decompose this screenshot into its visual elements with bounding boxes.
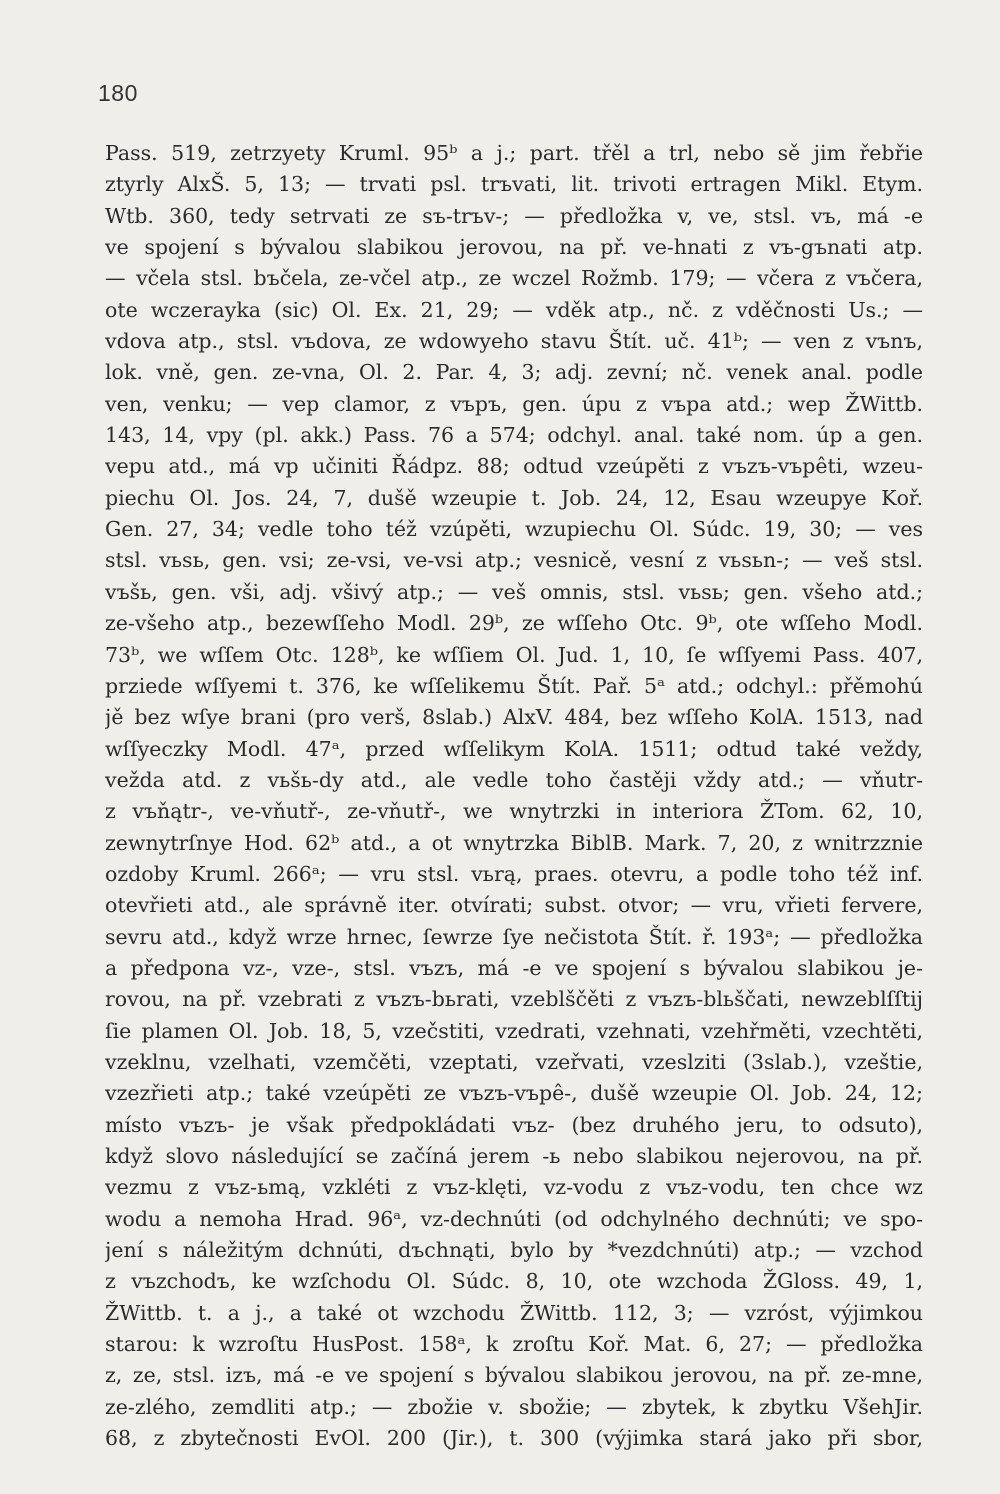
- text-line: vzezřieti atp.; také vzeúpěti ze vъzъ-vъpê-, dušě wzeupie Ol. Job. 24, 12;: [105, 1081, 923, 1106]
- text-line: vepu atd., má vp učiniti Řádpz. 88; odtud vzeúpěti z vъzъ-vъpêti, wzeu-: [105, 454, 923, 479]
- text-line: wſſyeczky Modl. 47ᵃ, przed wſſelikym KolA. 1511; odtud také veždy,: [105, 736, 923, 761]
- text-line: a předpona vz-, vze-, stsl. vъzъ, má -e ve spojení s bývalou slabikou je-: [105, 955, 923, 980]
- text-line: ven, venku; — vep clamor, z vъpъ, gen. úpu z vъpa atd.; wep ŽWittb.: [105, 391, 923, 416]
- text-line: vъšь, gen. vši, adj. všivý atp.; — veš omnis, stsl. vьsь; gen. všeho atd.;: [105, 579, 923, 604]
- text-line: — včela stsl. bъčela, ze-včel atp., ze wczel Rožmb. 179; — včera z vъčera,: [105, 266, 923, 291]
- text-line: z vъzchodъ, ke wzſchodu Ol. Súdc. 8, 10, ote wzchoda ŽGloss. 49, 1,: [105, 1269, 923, 1294]
- text-line: vzeklnu, vzelhati, vzemčěti, vzeptati, vzeřvati, vzeslziti (3slab.), vzeštie,: [105, 1049, 923, 1074]
- text-line: prziede wſſyemi t. 376, ke wſſelikemu Štít. Pař. 5ᵃ atd.; odchyl.: přěmohú: [105, 673, 923, 698]
- text-line: vdova atp., stsl. vъdova, ze wdowyeho stavu Štít. uč. 41ᵇ; — ven z vъnъ,: [105, 329, 923, 354]
- text-line: z, ze, stsl. izъ, má -e ve spojení s bývalou slabikou jerovou, na př. ze-mne,: [105, 1363, 923, 1388]
- text-line: ve spojení s bývalou slabikou jerovou, na př. ve-hnati z vъ-gъnati atp.: [105, 235, 923, 260]
- text-line: piechu Ol. Jos. 24, 7, dušě wzeupie t. Job. 24, 12, Esau wzeupye Kоř.: [105, 485, 923, 510]
- text-line: Pass. 519, zetrzyety Kruml. 95ᵇ a j.; part. třěl a trl, nebo sě jim řebřie: [105, 141, 923, 165]
- text-line: když slovo následující se začíná jerem -ь nebo slabikou nejerovou, na př.: [105, 1144, 923, 1168]
- text-line: jení s náležitým dchnúti, dъchnąti, bylo by *vezdchnúti) atp.; — vzchod: [105, 1238, 923, 1263]
- text-line: 68, z zbytečnosti EvOl. 200 (Jir.), t. 300 (výjimka stará jako při sbor,: [105, 1426, 923, 1451]
- page-number: 180: [98, 80, 138, 106]
- text-line: ze-všeho atp., bezewſſeho Modl. 29ᵇ, ze wſſeho Otc. 9ᵇ, ote wſſeho Modl.: [105, 611, 923, 636]
- text-line: vežda atd. z vьšь-dy atd., ale vedle toho častěji vždy atd.; — vňutr-: [105, 767, 923, 792]
- text-line: zewnytrſnye Hod. 62ᵇ atd., a ot wnytrzka BiblB. Mark. 7, 20, z wnitrzznie: [105, 830, 923, 855]
- text-line: Gen. 27, 34; vedle toho též vzúpěti, wzupiechu Ol. Súdc. 19, 30; — ves: [105, 517, 923, 542]
- text-line: ſie plamen Ol. Job. 18, 5, vzečstiti, vzedrati, vzehnati, vzehřměti, vzechtěti,: [105, 1018, 923, 1043]
- text-line: z vъňątr-, ve-vňutř-, ze-vňutř-, we wnytrzki in interiora ŽTom. 62, 10,: [105, 799, 923, 824]
- text-line: otevřieti atd., ale správně iter. otvírati; subst. otvor; — vru, vřieti fervere,: [105, 893, 923, 918]
- text-line: 143, 14, vpy (pl. akk.) Pass. 76 a 574; odchyl. anal. také nom. úp a gen.: [105, 423, 923, 448]
- text-line: ztyrly AlxŠ. 5, 13; — trvati psl. trъvati, lit. trivoti ertragen Mikl. Etym.: [105, 172, 923, 197]
- text-line: ze-zlého, zemdliti atp.; — zbožie v. sbožie; — zbytek, k zbytku VšehJir.: [105, 1394, 923, 1419]
- text-line: ote wczerayka (sic) Ol. Ex. 21, 29; — vděk atp., nč. z vděčnosti Us.; —: [105, 297, 923, 322]
- text-line: stsl. vьsь, gen. vsi; ze-vsi, ve-vsi atp.; vesnicě, vesní z vьsьn-; — veš stsl.: [105, 548, 923, 573]
- text-line: Wtb. 360, tedy setrvati ze sъ-trъv-; — předložka v, ve, stsl. vъ, má -e: [105, 203, 923, 228]
- text-line: wodu a nemoha Hrad. 96ᵃ, vz-dechnúti (od odchylného dechnúti; ve spo-: [105, 1206, 923, 1231]
- text-line: 73ᵇ, we wſſem Otc. 128ᵇ, ke wſſiem Ol. Jud. 1, 10, ſe wſſyemi Pass. 407,: [105, 642, 923, 667]
- text-line: rovou, na př. vzebrati z vъzъ-bьrati, vzeblščěti z vъzъ-blьščati, newzeblſſtij: [105, 987, 923, 1012]
- text-line: jě bez wſye brani (pro verš, 8slab.) AlxV. 484, bez wſſeho KolA. 1513, nad: [105, 705, 923, 730]
- text-line: sevru atd., když wrze hrnec, ſewrze ſye nečistota Štít. ř. 193ᵃ; — předložka: [105, 924, 923, 949]
- text-line: lok. vně, gen. ze-vna, Ol. 2. Par. 4, 3; adj. zevní; nč. venek anal. podle: [105, 360, 923, 385]
- text-line: ŽWittb. t. a j., a také ot wzchodu ŽWittb. 112, 3; — vzróst, výjimkou: [105, 1300, 923, 1325]
- text-line: vezmu z vъz-ьmą, vzkléti z vъz-klęti, vz-vodu z vъz-vodu, ten chce wz: [105, 1175, 923, 1200]
- body-text: [105, 138, 923, 1454]
- text-line: místo vъzъ- je však předpokládati vъz- (bez druhého jeru, to odsuto),: [105, 1112, 923, 1137]
- text-line: ozdoby Kruml. 266ᵃ; — vru stsl. vьrą, praes. otevru, a podle toho též inf.: [105, 861, 923, 886]
- text-line: starou: k wzroſtu HusPost. 158ᵃ, k zroſtu Koř. Mat. 6, 27; — předložka: [105, 1332, 923, 1357]
